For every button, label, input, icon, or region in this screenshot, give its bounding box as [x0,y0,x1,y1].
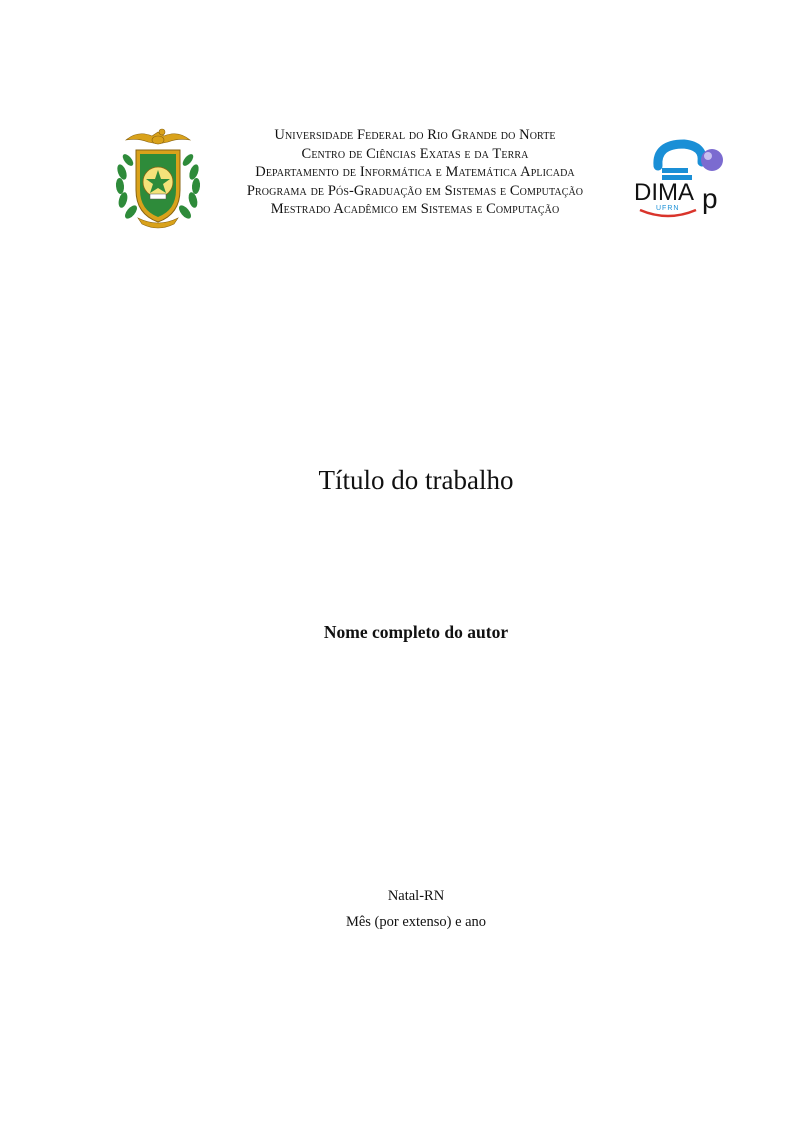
ufrn-seal-icon [112,124,204,230]
center-name: Centro de Ciências Exatas e da Terra [301,145,529,162]
department-name: Departamento de Informática e Matemática Aplicada [255,164,575,180]
university-name: Universidade Federal do Rio Grande do Norte [274,127,556,143]
place: Natal-RN [387,888,445,904]
svg-text:DIMA: DIMA [634,179,694,206]
program-name: Programa de Pós-Graduação em Sistemas e Computação [246,182,584,199]
degree-name: Mestrado Acadêmico em Sistemas e Computação [270,201,560,217]
document-header [0,124,794,234]
work-title: Título do trabalho [318,465,514,495]
date: Mês (por extenso) e ano [345,914,487,930]
author-name: Nome completo do autor [323,622,509,642]
dimap-logo-icon [632,138,732,222]
svg-text:p: p [702,183,718,214]
svg-text:UFRN: UFRN [656,205,680,212]
institution-lines [200,126,630,219]
